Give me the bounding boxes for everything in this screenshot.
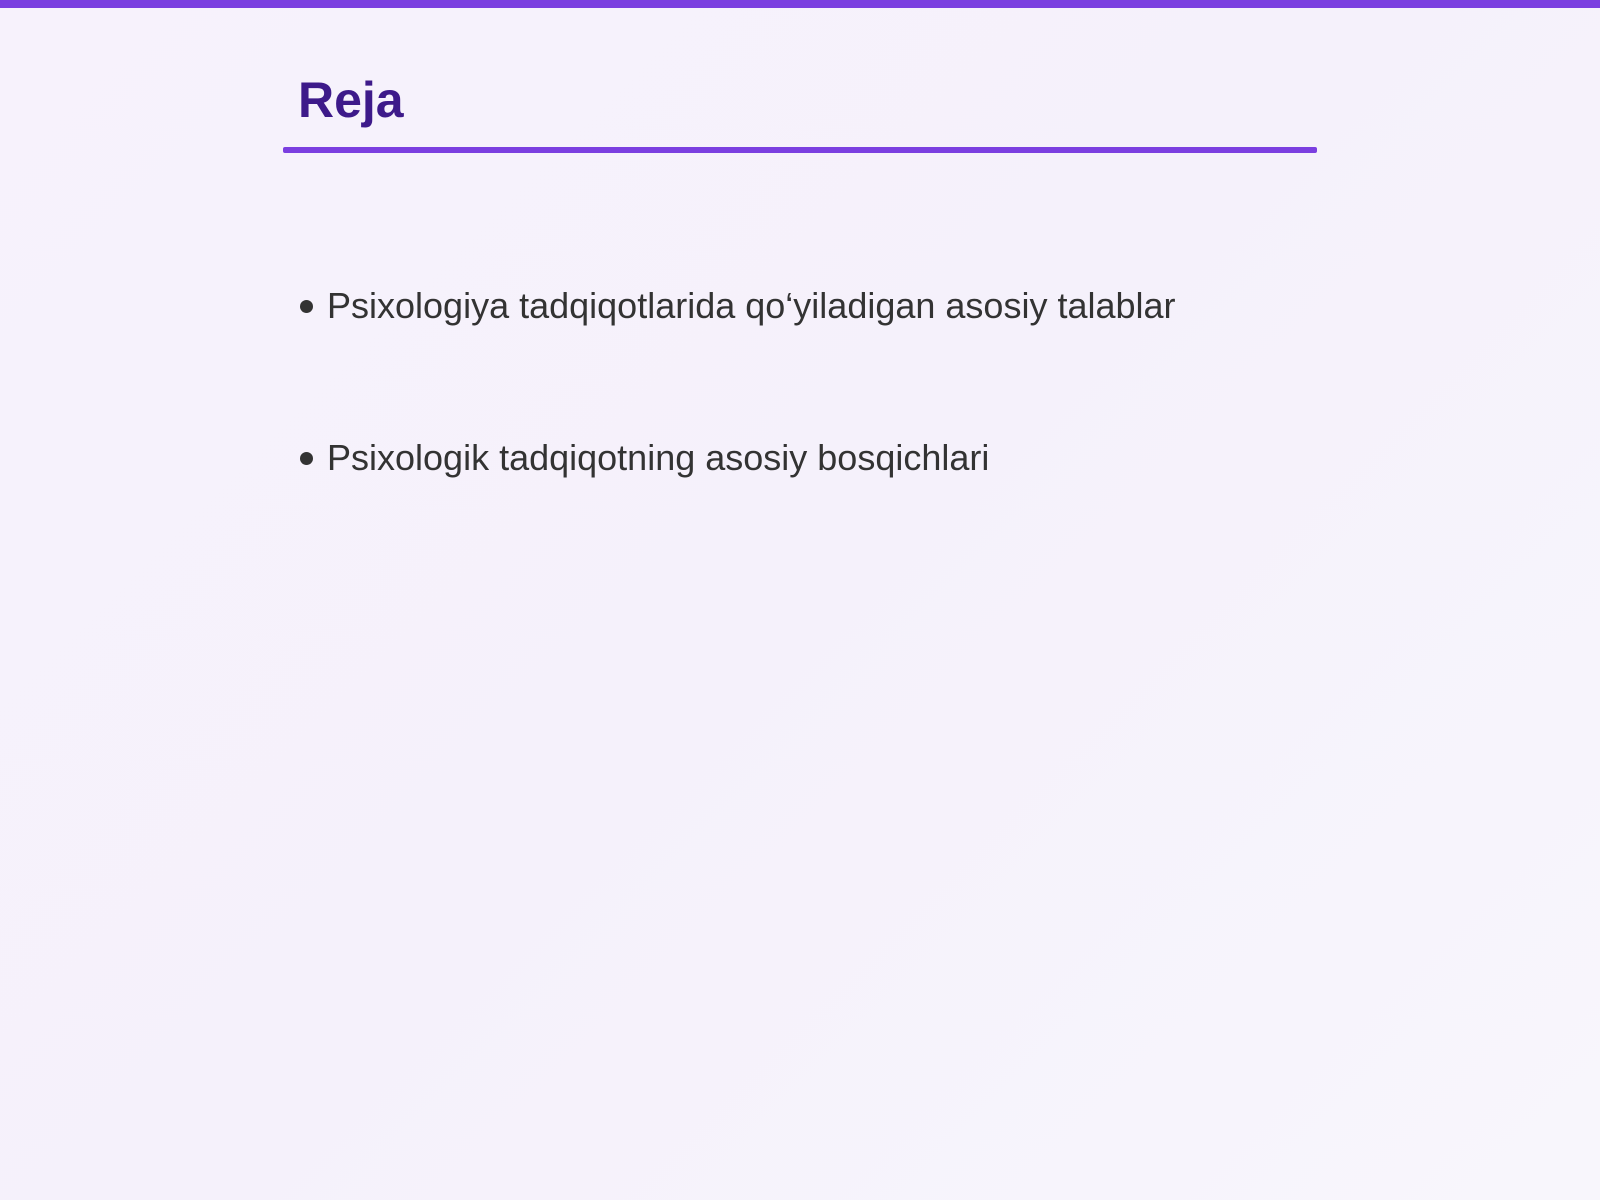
bullet-text: Psixologik tadqiqotning asosiy bosqichlari [327,437,990,478]
top-accent-bar [0,0,1600,8]
bullet-text: Psixologiya tadqiqotlarida qo‘yiladigan asosiy talablar [327,285,1176,326]
list-item [300,280,1176,332]
list-item [300,432,1176,484]
title-underline [283,147,1317,153]
bullet-icon [300,300,313,313]
bullet-list [300,280,1176,584]
slide-title: Reja [298,72,404,128]
bullet-icon [300,452,313,465]
